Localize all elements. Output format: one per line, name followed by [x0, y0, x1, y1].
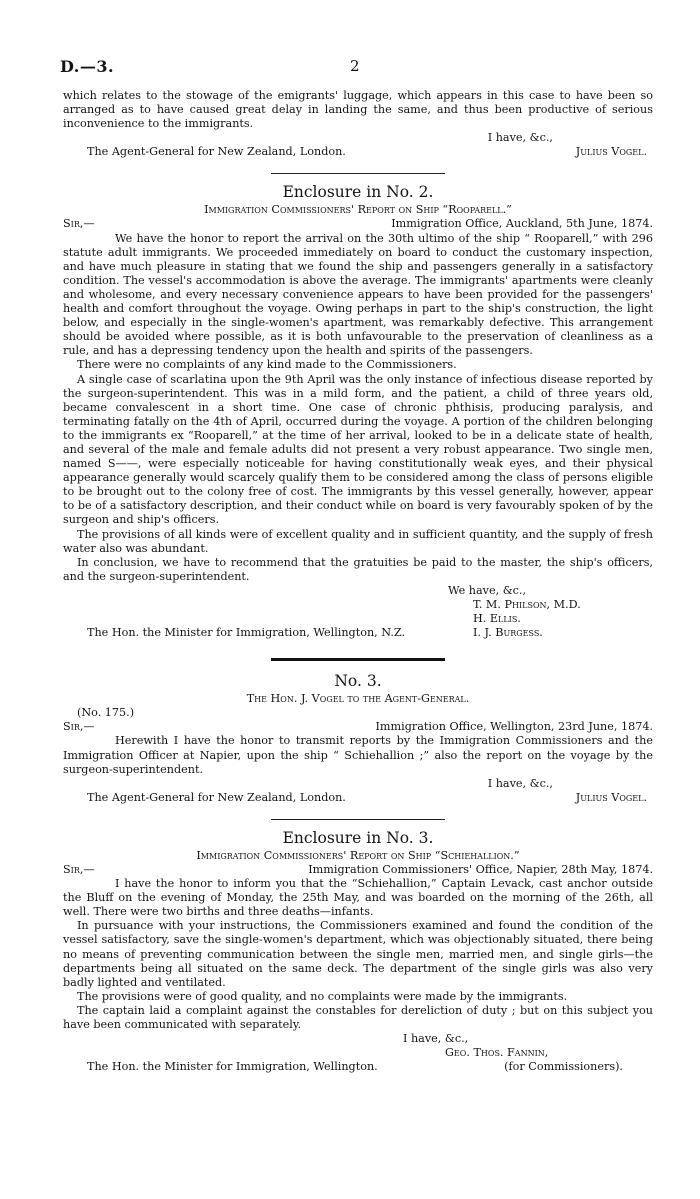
- no3-place-date: Immigration Office, Wellington, 23rd June, 1874.: [375, 720, 653, 734]
- enclosure2-title: Enclosure in No. 2.: [282, 183, 434, 202]
- enclosure3-salutation: Sir,—: [63, 862, 95, 876]
- enclosure2-signature-block: [63, 598, 653, 640]
- no3-number: (No. 175.): [77, 706, 135, 720]
- enclosure3-paragraph: In pursuance with your instructions, the Commissioners examined and found the condition of the vessel satisfactory, save the single-women's department, which was objectionably situated, there being no means of preventing communication between the single men, married men, and single girls—the departments being all situated on the same deck. The department of the single girls was also very badly lighted and ventilated.: [63, 919, 653, 989]
- enclosure3-signature-note: (for Commissioners).: [504, 1060, 623, 1074]
- no3-heading: [63, 720, 653, 734]
- enclosure2-place-date: Immigration Office, Auckland, 5th June, 1874.: [391, 217, 653, 231]
- enclosure3-heading: [63, 863, 653, 877]
- document-body: [63, 89, 653, 1074]
- enclosure2-paragraph: There were no complaints of any kind made to the Commissioners.: [77, 358, 457, 372]
- intro-signature-line: [63, 145, 653, 159]
- no3-signature-line: [63, 791, 653, 805]
- document-reference: D.—3.: [60, 57, 115, 76]
- section-divider-thick: [271, 658, 445, 661]
- intro-closing: I have, &c.,: [487, 131, 553, 145]
- enclosure2-heading: [63, 217, 653, 231]
- page-number: 2: [350, 57, 360, 75]
- no3-recipient: The Agent-General for New Zealand, London.: [87, 790, 346, 804]
- no3-salutation: Sir,—: [63, 720, 95, 734]
- enclosure3-paragraph: I have the honor to inform you that the “Schiehallion,” Captain Levack, cast anchor outside the Bluff on the evening of Monday, the 25th May, and was boarded on the morning of the 26th, all well. There were two births and three deaths—infants.: [63, 877, 653, 919]
- page-header: [60, 57, 650, 77]
- enclosure2-paragraph: In conclusion, we have to recommend that the gratuities be paid to the master, the ship's officers, and the surgeon-superintendent.: [63, 555, 653, 583]
- enclosure3-recipient: The Hon. the Minister for Immigration, Wellington.: [87, 1060, 378, 1074]
- intro-recipient: The Agent-General for New Zealand, London.: [87, 145, 346, 159]
- enclosure3-title: Enclosure in No. 3.: [282, 828, 434, 847]
- enclosure2-paragraph: The provisions of all kinds were of excellent quality and in sufficient quantity, and the supply of fresh water also was abundant.: [63, 527, 653, 555]
- enclosure3-signature: Geo. Thos. Fannin,: [445, 1046, 549, 1060]
- no3-closing: I have, &c.,: [487, 776, 553, 790]
- enclosure2-recipient: The Hon. the Minister for Immigration, Wellington, N.Z.: [87, 626, 406, 640]
- enclosure2-closing: We have, &c.,: [448, 583, 527, 597]
- enclosure3-paragraph: The captain laid a complaint against the constables for dereliction of duty ; but on this subject you have been communicated with separately.: [63, 1003, 653, 1031]
- signatory-name: T. M. Philson, M.D.: [473, 598, 581, 611]
- enclosure3-subtitle: Immigration Commissioners' Report on Ship “Schiehallion.”: [196, 848, 520, 862]
- enclosure3-closing: I have, &c.,: [403, 1032, 469, 1046]
- no3-subtitle: The Hon. J. Vogel to the Agent-General.: [246, 692, 470, 706]
- enclosure2-paragraph: A single case of scarlatina upon the 9th April was the only instance of infectious disease reported by the surgeon-superintendent. This was in a mild form, and the patient, a child of three years old, became convalescent in a short time. One case of chronic phthisis, producing paralysis, and terminating fatally on the 4th of April, occurred during the voyage. A portion of the children belonging to the immigrants ex “Rooparell,” at the time of her arrival, looked to be in a delicate state of health, and several of the male and female adults did not present a very robust appearance. Two single men, named S——, were especially noticeable for having constitutionally weak eyes, and their physical appearance generally would scarcely qualify them to be considered among the class of persons eligible to be brought out to the colony free of cost. The immigrants by this vessel generally, however, appear to be of a satisfactory description, and their conduct while on board is very favourably spoken of by the surgeon and ship's officers.: [63, 372, 653, 527]
- intro-paragraph: which relates to the stowage of the emigrants' luggage, which appears in this case to have been so arranged as to have caused great delay in landing the same, and thus been productive of serious inconvenience to the immigrants.: [63, 89, 653, 131]
- enclosure3-signature-line: [63, 1060, 653, 1074]
- no3-title: No. 3.: [334, 672, 382, 691]
- no3-paragraph: Herewith I have the honor to transmit reports by the Immigration Commissioners and the Immigration Officer at Napier, upon the ship “ Schiehallion ;” also the report on the voyage by the surgeon-superintendent.: [63, 734, 653, 776]
- enclosure2-paragraph: We have the honor to report the arrival on the 30th ultimo of the ship “ Rooparell,” with 296 statute adult immigrants. We proceeded immediately on board to conduct the customary inspection, and have much pleasure in stating that we found the ship and passengers generally in a satisfactory condition. The vessel's accommodation is above the average. The immigrants' apartments were cleanly and wholesome, and every necessary convenience appears to have been provided for the passengers' health and comfort throughout the voyage. Owing perhaps in part to the ship's construction, the light below, and especially in the single-women's apartment, was remarkably defective. This arrangement should be avoided where possible, as it is both unfavourable to the preservation of cleanliness as a rule, and has a depressing tendency upon the health and spirits of the passengers.: [63, 231, 653, 358]
- enclosure2-signatories: [473, 598, 653, 640]
- signatory-name: H. Ellis.: [473, 612, 521, 626]
- intro-signature: Julius Vogel.: [575, 145, 647, 159]
- enclosure2-subtitle: Immigration Commissioners' Report on Ship “Rooparell.”: [204, 203, 512, 217]
- signatory-name: I. J. Burgess.: [473, 626, 543, 640]
- section-divider: [271, 173, 445, 174]
- enclosure3-place-date: Immigration Commissioners' Office, Napier, 28th May, 1874.: [308, 862, 653, 876]
- enclosure3-paragraph: The provisions were of good quality, and no complaints were made by the immigrants.: [77, 989, 568, 1003]
- enclosure2-salutation: Sir,—: [63, 217, 95, 231]
- section-divider: [271, 819, 445, 820]
- no3-signature: Julius Vogel.: [575, 790, 647, 804]
